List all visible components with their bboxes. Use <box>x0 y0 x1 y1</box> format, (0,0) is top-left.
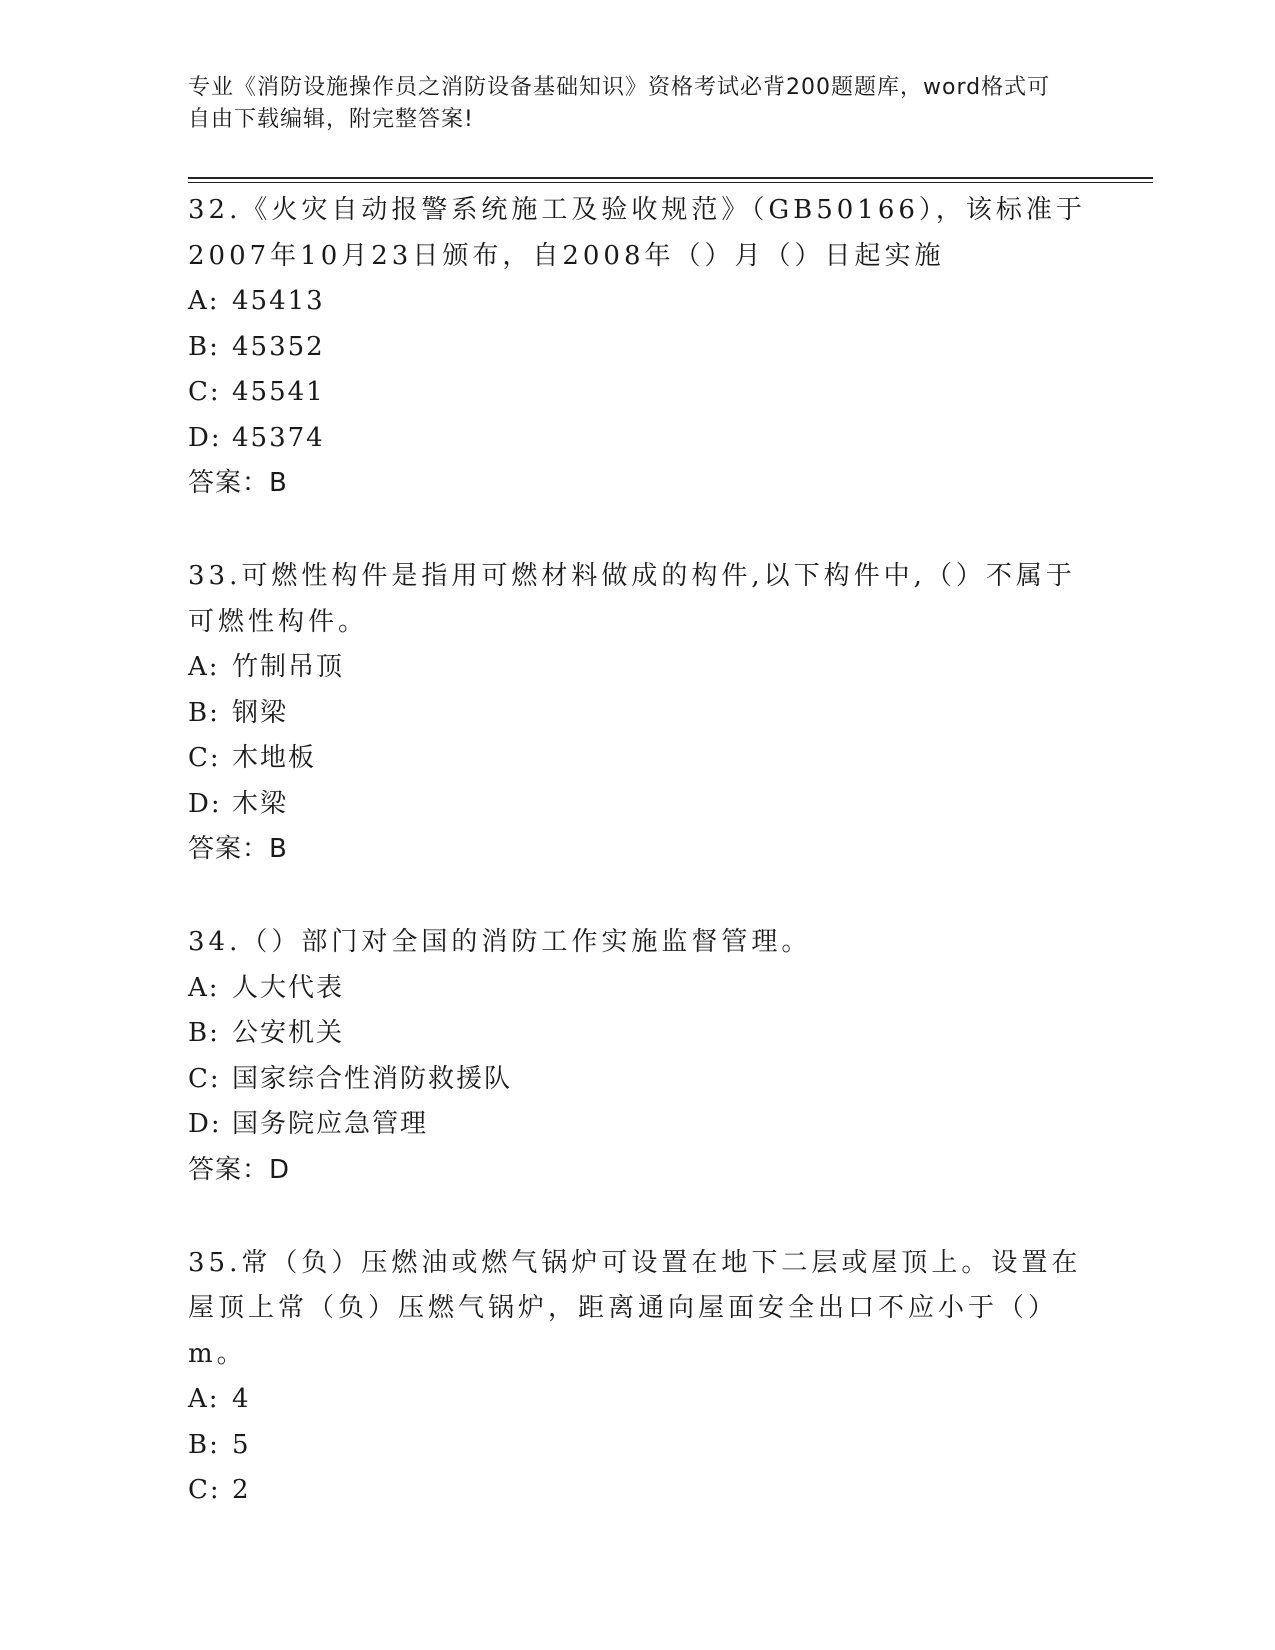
question-34 <box>188 920 1088 1193</box>
question-stem: 35.常（负）压燃油或燃气锅炉可设置在地下二层或屋顶上。设置在屋顶上常（负）压燃气锅炉，距离通向屋面安全出口不应小于（）m。 <box>188 1247 1082 1369</box>
option-b <box>188 691 1088 737</box>
header-rule-thin <box>188 182 1153 183</box>
option-d <box>188 1102 1088 1148</box>
option-text: 木梁 <box>232 788 289 819</box>
option-a <box>188 645 1088 691</box>
option-text: 竹制吊顶 <box>232 652 345 682</box>
option-label: B: <box>188 1429 220 1460</box>
option-a <box>188 1377 1088 1423</box>
option-label: C: <box>188 1475 221 1505</box>
header-rule-thick <box>188 177 1153 179</box>
option-text: 国家综合性消防救援队 <box>232 1063 513 1094</box>
answer-prefix: 答案： <box>188 468 270 498</box>
question-35 <box>188 1241 1088 1514</box>
option-label: A: <box>188 1384 220 1414</box>
option-text: 国务院应急管理 <box>232 1109 429 1139</box>
option-b <box>188 1423 1088 1469</box>
question-32 <box>188 188 1088 506</box>
answer-value: D <box>269 1154 291 1185</box>
option-d <box>188 416 1088 462</box>
option-label: D: <box>188 1109 222 1139</box>
option-a <box>188 966 1088 1012</box>
answer-prefix: 答案： <box>188 834 270 864</box>
question-stem: 32.《火灾自动报警系统施工及验收规范》（GB50166），该标准于2007年10月23日颁布，自2008年（）月（）日起实施 <box>188 195 1086 271</box>
answer-value: B <box>269 468 288 498</box>
option-text: 45374 <box>232 422 325 453</box>
option-text: 2 <box>232 1475 251 1505</box>
option-text: 4 <box>232 1384 251 1414</box>
answer-value: B <box>269 834 288 864</box>
answer-line <box>188 461 1088 506</box>
question-stem: 33.可燃性构件是指用可燃材料做成的构件,以下构件中,（）不属于可燃性构件。 <box>188 561 1076 637</box>
option-d <box>188 782 1088 828</box>
option-text: 45413 <box>232 286 325 316</box>
option-text: 木地板 <box>232 743 317 773</box>
option-text: 5 <box>232 1429 251 1460</box>
option-label: A: <box>188 972 220 1003</box>
answer-line <box>188 1148 1088 1193</box>
answer-prefix: 答案： <box>188 1154 270 1185</box>
option-c <box>188 736 1088 782</box>
option-text: 人大代表 <box>232 972 345 1003</box>
document-header: 专业《消防设施操作员之消防设备基础知识》资格考试必背200题题库，word格式可自由下载编辑，附完整答案! <box>188 75 1051 132</box>
option-label: B: <box>188 331 220 362</box>
option-a <box>188 279 1088 325</box>
question-list <box>188 188 1088 1562</box>
question-stem: 34.（）部门对全国的消防工作实施监督管理。 <box>188 927 812 957</box>
option-text: 钢梁 <box>232 697 289 728</box>
option-label: B: <box>188 697 220 728</box>
answer-line <box>188 827 1088 872</box>
option-label: D: <box>188 788 222 819</box>
option-label: C: <box>188 1063 221 1094</box>
option-c <box>188 1057 1088 1103</box>
option-text: 45541 <box>232 377 325 407</box>
option-b <box>188 325 1088 371</box>
option-c <box>188 370 1088 416</box>
option-label: C: <box>188 377 221 407</box>
option-text: 公安机关 <box>232 1018 345 1048</box>
option-label: A: <box>188 286 220 316</box>
option-c <box>188 1468 1088 1514</box>
option-label: C: <box>188 743 221 773</box>
option-label: D: <box>188 422 222 453</box>
option-label: B: <box>188 1018 220 1048</box>
option-text: 45352 <box>232 331 325 362</box>
option-label: A: <box>188 652 220 682</box>
question-33 <box>188 554 1088 872</box>
option-b <box>188 1011 1088 1057</box>
